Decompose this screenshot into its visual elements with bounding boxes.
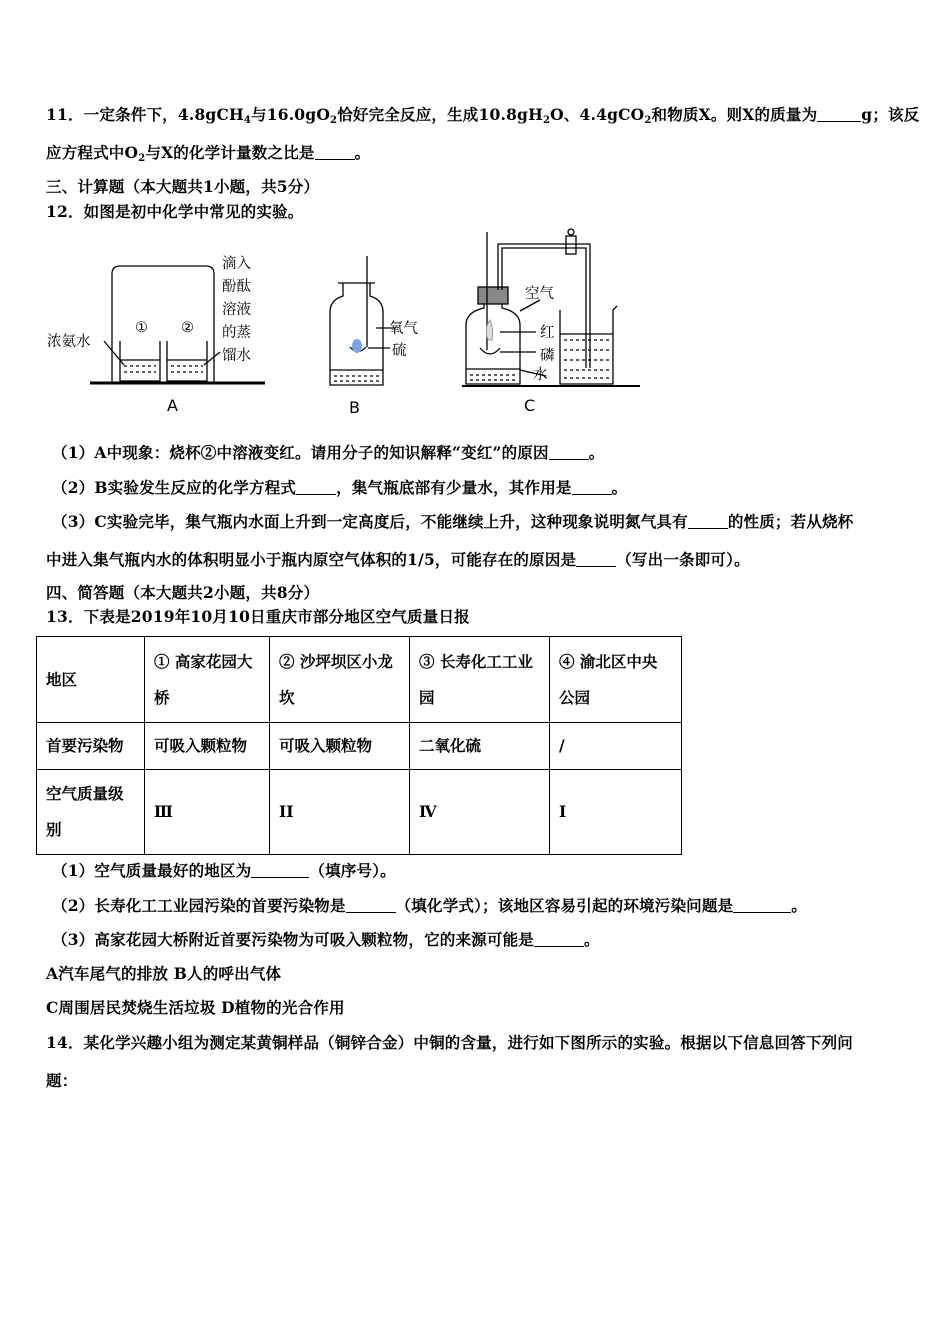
table-cell: ④ 渝北区中央公园 [550,637,682,723]
answer-blank[interactable] [576,552,616,567]
label-beaker-1: ① [135,320,148,336]
answer-blank[interactable] [733,898,791,913]
beaker-c [560,306,617,384]
table-cell: / [550,723,682,770]
q12-stem: 12．如图是初中化学中常见的实验。 [46,202,304,221]
label-water: 水 [533,367,548,383]
table-cell: 空气质量级别 [37,770,145,855]
answer-blank[interactable] [549,445,589,460]
clamp [566,236,576,254]
table-cell: 可吸入颗粒物 [270,723,410,770]
q12-part2: （2）B实验发生反应的化学方程式 ，集气瓶底部有少量水，其作用是 。 [52,478,628,497]
q14-line1: 14．某化学兴趣小组为测定某黄铜样品（铜锌合金）中铜的含量，进行如下图所示的实验。根据以下信息回答下列问 [46,1033,853,1052]
table-cell: 首要污染物 [37,723,145,770]
table-cell: II [270,770,410,855]
section-4-title: 四、简答题（本大题共2小题，共8分） [46,583,320,602]
answer-blank[interactable] [572,480,612,495]
beaker-1 [120,341,160,381]
table-cell: 可吸入颗粒物 [145,723,270,770]
bell-jar-outline [112,266,214,382]
gas-bottle-c [466,304,520,384]
answer-blank[interactable] [296,480,336,495]
answer-blank[interactable] [534,932,584,947]
label-air: 空气 [525,286,554,302]
air-quality-table [36,636,682,855]
answer-blank[interactable] [251,863,309,878]
flame-b [352,339,362,353]
q13-options-cd: C周围居民焚烧生活垃圾 D植物的光合作用 [46,998,345,1017]
q11-line2: 应方程式中$O_2$与X的化学计量数之比是 。 [46,143,371,164]
table-cell: ③ 长寿化工工业园 [410,637,550,723]
table-cell: 二氧化硫 [410,723,550,770]
table-cell: Ⅲ [145,770,270,855]
table-row [37,723,682,770]
beaker-2 [167,341,207,381]
q11-line1: 11．一定条件下，4.8gCH$_4$与$16.0gO_2$恰好完全反应，生成$10.8gH_2O$、4.4gCO$_2$和物质X。则X的质量为 g；该反 [46,105,920,126]
answer-blank[interactable] [688,514,728,529]
q12-part3-line1: （3）C实验完毕，集气瓶内水面上升到一定高度后，不能继续上升，这种现象说明氮气具有 的性质；若从烧杯 [52,512,854,531]
q13-part3: （3）高家花园大桥附近首要污染物为可吸入颗粒物，它的来源可能是 。 [52,930,600,949]
experiment-figure [0,0,950,430]
table-cell: 地区 [37,637,145,723]
section-3-title: 三、计算题（本大题共1小题，共5分） [46,177,320,196]
label-conc-ammonia: 浓氨水 [47,334,91,350]
q13-part1: （1）空气质量最好的地区为 （填序号）。 [52,861,396,880]
figure-label-c: C [524,396,536,415]
table-cell: I [550,770,682,855]
table-row [37,770,682,855]
table-row [37,637,682,723]
label-beaker-2: ② [181,320,194,336]
table-cell: ② 沙坪坝区小龙坎 [270,637,410,723]
table-cell: ① 高家花园大桥 [145,637,270,723]
q12-part3-line2: 中进入集气瓶内水的体积明显小于瓶内原空气体积的1/5，可能存在的原因是 （写出一条即可）。 [46,550,750,569]
label-sulfur: 硫 [392,343,407,359]
q13-options-ab: A汽车尾气的排放 B人的呼出气体 [46,964,282,983]
stopper [478,287,508,304]
figure-label-b: B [349,398,360,417]
q12-part1: （1）A中现象：烧杯②中溶液变红。请用分子的知识解释“变红”的原因 。 [52,443,605,462]
label-oxygen: 氧气 [389,321,418,337]
figure-label-a: A [167,396,178,415]
q13-stem: 13．下表是2019年10月10日重庆市部分地区空气质量日报 [46,607,470,626]
table-cell: Ⅳ [410,770,550,855]
q14-line2: 题： [46,1071,78,1090]
q13-part2: （2）长寿化工工业园污染的首要污染物是 （填化学式）；该地区容易引起的环境污染问题是 。 [52,896,807,915]
label-red-phosphorus: 红 磷 [540,325,555,364]
label-phenolphthalein: 滴入 酚酞 溶液 的蒸 馏水 [222,256,251,364]
answer-blank[interactable] [346,898,396,913]
